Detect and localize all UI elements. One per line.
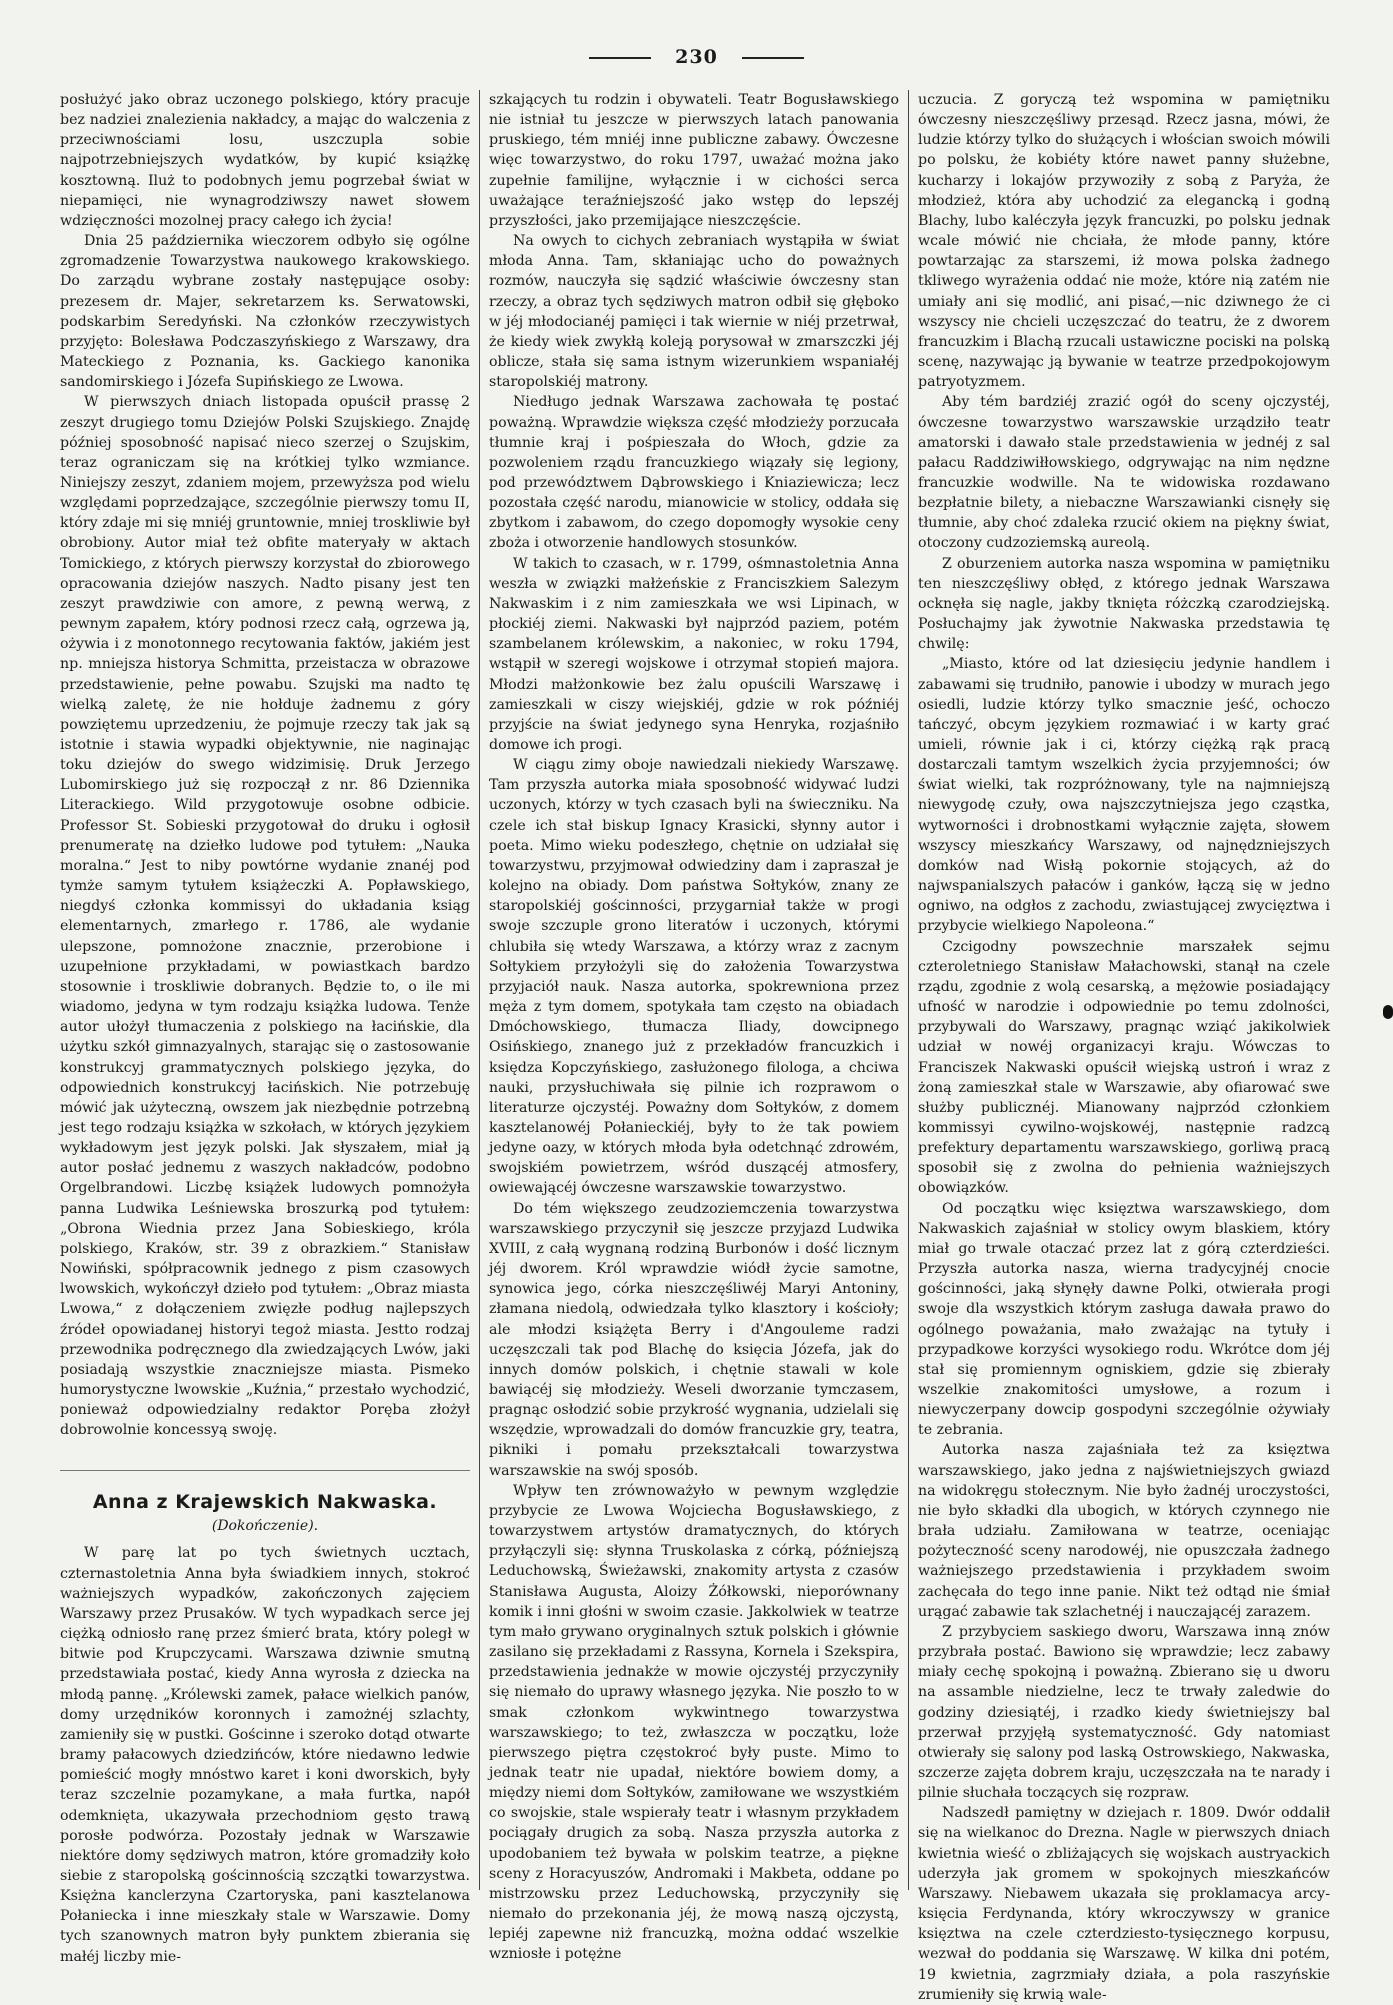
paragraph: Z przybyciem saskiego dworu, Warszawa inną znów przybrała postać. Bawiono się wprawdzie; lecz zabawy miały cechę spokojną i poważną. Zbierano się u dworu na assamble niedzielne, lecz te trwały zaledwie do godziny dziesiątéj, i rzadko kiedy świetniejszy bal przerwał przyjęłą systematyczność. Gdy natomiast otwierały się salony pod laską Ostrowskiego, Nakwaska, szczerze zajęta dobrem kraju, uczęszczała na te narady i pilnie słuchała toczących się rozpraw. (918, 1623, 1330, 1802)
paragraph: W takich to czasach, w r. 1799, ośmnastoletnia Anna weszła w związki małżeńskie z Franciszkiem Salezym Nakwaskim i z nim zamieszkała we wsi Lipinach, w płockiéj ziemi. Nakwaski był najprzód paziem, potém szambelanem królewskim, a nakoniec, w roku 1794, wstąpił w szeregi wojskowe i otrzymał stopień majora. Młodzi małżonkowie bez żalu opuścili Warszawę i zamieszkali w ciszy wiejskiéj, gdzie w rok późniéj przyjście na świat jedynego syna Henryka, rozjaśniło domowe ich progi. (489, 555, 899, 753)
column-1 (60, 90, 470, 1965)
article-subtitle: (Dokończenie). (211, 1518, 319, 1535)
paragraph: szkających tu rodzin i obywateli. Teatr Bogusławskiego nie istniał tu jeszcze w pierwszych latach panowania pruskiego, tém mniéj inne publiczne zabawy. Ówczesne więc towarzystwo, do roku 1797, uważać można jako zupełnie familijne, wyłącznie i w cichości serca uważające teraźniejszość jako wstęp do lepszéj przyszłości, jako przemijające nieszczęście. (489, 92, 899, 229)
section-divider (60, 1470, 470, 1471)
paragraph: Autorka nasza zajaśniała też za księztwa warszawskiego, jako jedna z najświetniejszych gwiazd na widokręgu stołecznym. Nie było żadnéj uroczystości, nie było składki dla ubogich, w których czynnego nie brała udziału. Zamiłowana w teatrze, oceniając pożyteczność sceny narodowéj, nie opuszczała żadnego ważniejszego przedstawienia i przykładem swoim zachęcała do tego inne panie. Nikt też odtąd nie śmiał urągać zabawie tak szlachetnéj i nauczającéj zarazem. (918, 1442, 1330, 1620)
column-divider (479, 90, 480, 1890)
paragraph: Niedługo jednak Warszawa zachowała tę postać poważną. Wprawdzie większa część młodzieży porzucała tłumnie kraj i pośpieszała do Włoch, gdzie za pozwoleniem rządu francuzkiego wiązały się legiony, pod przewództwem Dąbrowskiego i Kniaziewicza; lecz pozostała część narodu, mianowicie w stolicy, oddała się zbytkom i zabawom, do czego dopomogły wysokie ceny zboża i otworzenie handlowych stosunków. (489, 394, 899, 552)
paragraph: W pierwszych dniach listopada opuścił prassę 2 zeszyt drugiego tomu Dziejów Polski Szujskiego. Znajdę później sposobność napisać nieco szerzej o Szujskim, teraz ograniczam się na krótkiej tylko wzmiance. Niniejszy zeszyt, zdaniem mojem, przewyższa pod wielu względami poprzedzające, szczególnie pierwszy tomu II, który zdaje mi się mniéj gruntownie, mniej troskliwie był obrobiony. Autor miał też obfite materyały w aktach Tomickiego, z których pierwszy korzystał do zbiorowego opracowania dziejów naszych. Nadto pisany jest ten zeszyt prawdziwie con amore, z pewną werwą, z pewnym zapałem, który podnosi rzecz całą, ogrzewa ją, ożywia i z monotonnego recytowania faktów, jakiém jest np. mniejsza historya Schmitta, przeistacza w obrazowe przedstawienie, pełne powabu. Szujski ma nadto tę wielką zaletę, że nie hołduje żadnemu z góry powziętemu uprzedzeniu, że pojmuje rzeczy tak jak są istotnie i stawia wypadki objektywnie, nie naginając toku dziejów do swego widzimisię. Druk Jerzego Lubomirskiego już się rozpoczął z nr. 86 Dziennika Literackiego. Wild przygotowuje osobne odbicie. Professor St. Sobieski przygotował do druku i ogłosił prenumeratę na dziełko ludowe pod tytułem: „Nauka moralna.“ Jest to niby powtórne wydanie znanéj pod tymże samym tytułem książeczki A. Popławskiego, niegdyś członka kommissyi do układania ksiąg elementarnych, zmarłego r. 1786, ale wydanie ulepszone, pomnożone znacznie, przerobione i uzupełnione przykładami, w powiastkach bardzo stosownie i troskliwie dobranych. Będzie to, o ile mi wiadomo, jedyna w tym rodzaju książka ludowa. Tenże autor ułożył tłumaczenia z polskiego na łacińskie, dla użytku szkół gimnazyalnych, starając się o zastosowanie konstrukcyj grammatycznych polskiego języka, do odpowiednich konstrukcyj łacińskich. Nie potrzebuję mówić jak użyteczną, owszem jak niezbędnie potrzebną jest tego rodzaju książka w szkołach, w których językiem wykładowym jest język polski. Jak słyszałem, miał ją autor posłać jednemu z waszych nakładców, podobno Orgelbrandowi. Liczbę książek ludowych pomnożyła panna Ludwika Leśniewska broszurką pod tytułem: „Obrona Wiednia przez Jana Sobieskiego, króla polskiego, Kraków, str. 39 z obrazkiem.“ Stanisław Nowiński, spółpracownik jednego z pism czasowych lwowskich, wykończył dzieło pod tytułem: „Obraz miasta Lwowa,“ z dołączeniem zwięzłe podług najlepszych źródeł opowiadanej historyi tegoż miasta. Jestto rodzaj przewodnika podręcznego dla zwiedzających Lwów, jaki posiadają wszystkie znaczniejsze miasta. Pismeko humorystyczne lwowskie „Kuźnia,“ przestało wychodzić, ponieważ odpowiedzialny redaktor Poręba złożył dobrowolnie koncessyą swoję. (60, 394, 470, 1439)
binding-hole-mark (1383, 1005, 1393, 1019)
quotation: „Miasto, które od lat dziesięciu jedynie handlem i zabawami się trudniło, panowie i ubodzy w murach jego osiedli, ludzie którzy tylko smacznie jeść, ochoczo tańczyć, obcym językiem rozmawiać i w karty grać umieli, równie jak i ci, którzy ciężką rąk pracą dostarczali tamtym wszelkich życia przyjemności; ów świat wielki, tak rozpróżnowany, tyle na najmniejszą niewygodę czuły, owa najszczytniejsza jego cząstka, wytworności i drobnostkami wyłącznie zajęta, słowem wszyscy mieszkańcy Warszawy, od najnędzniejszych domków nad Wisłą pokornie stojących, aż do najwspanialszych pałaców i ganków, łączą się w jedno ogniwo, na odgłos z zachodu, zwiastującej zwycięztwa i przybycie wielkiego Napoleona.“ (918, 656, 1330, 935)
column-divider (908, 90, 909, 1890)
paragraph: Na owych to cichych zebraniach wystąpiła w świat młoda Anna. Tam, skłaniając ucho do poważnych rozmów, nauczyła się sądzić właściwie ówczesny stan rzeczy, a obraz tych sędziwych matron odbił się głęboko w jéj młodocianéj pamięci i tak wiernie w niéj przetrwał, że kiedy wiek zwykłą koleją porysował w zmarszczki jéj oblicze, stała się sama istnym wizerunkiem wspaniałéj staropolskiéj matrony. (489, 233, 899, 391)
paragraph: W parę lat po tych świetnych ucztach, czternastoletnia Anna była świadkiem innych, stokroć ważniejszych wypadków, zakończonych zajęciem Warszawy przez Prusaków. W tych wypadkach serce jej ciężką odniosło ranę przez śmierć brata, który poległ w bitwie pod Krupczycami. Warszawa dziwnie smutną przedstawiała postać, kiedy Anna wyrosła z dziecka na młodą pannę. „Królewski zamek, pałace wielkich panów, domy urzędników koronnych i zamożnéj szlachty, zamieniły się w pustki. Gościnne i szeroko dotąd otwarte bramy pałacowych dziedzińców, które niedawno ledwie pomieścić mogły mnóstwo karet i koni dworskich, były teraz szczelnie pozamykane, a mała furtka, napół odemknięta, ukazywała przechodniom gęsto trawą porosłe podwórza. Pozostały jednak w Warszawie niektóre domy sędziwych matron, które gromadziły koło siebie z staropolską gościnnością szczątki towarzystwa. Księżna kanclerzyna Czartoryska, pani kasztelanowa Połaniecka i inne mieszkały stale w Warszawie. Domy tych szanownych matron były punktem zbierania się małéj liczby mie- (60, 1545, 470, 1965)
paragraph: posłużyć jako obraz uczonego polskiego, który pracuje bez nadziei znalezienia nakładcy, a mając do walczenia z przeciwnościami losu, uszczupla sobie najpotrzebniejszych wydatków, by kupić książkę kosztowną. Iluż to podobnych jemu pogrzebał świat w niepamięci, nie wynagrodziwszy nawet słowem wdzięczności mozolnej pracy całego ich życia! (60, 92, 470, 229)
article-title: Anna z Krajewskich Nakwaska. (92, 1491, 438, 1514)
paragraph: Nadszedł pamiętny w dziejach r. 1809. Dwór oddalił się na wielkanoc do Drezna. Nagle w pierwszych dniach kwietnia wieść o zbliżających się wojskach austryackich uderzyła jak gromem w spokojnych mieszkańców Warszawy. Niebawem ukazała się proklamacya arcy-księcia Ferdynanda, który wkroczywszy w granice księztwa na czele czterdziesto-tysięcznego korpusu, wezwał do poddania się Warszawę. W kilka dni potém, 19 kwietnia, zagrzmiały działa, a pola raszyńskie zrumieniły się krwią wale- (918, 1805, 1330, 2003)
paragraph: Dnia 25 października wieczorem odbyło się ogólne zgromadzenie Towarzystwa naukowego krakowskiego. Do zarządu wybrane zostały następujące osoby: prezesem dr. Majer, sekretarzem ks. Serwatowski, podskarbim Seredyński. Na członków rzeczywistych przyjęto: Bolesława Podczaszyńskiego z Warszawy, dra Mateckiego z Poznania, ks. Gackiego kanonika sandomirskiego i Józefa Supińskiego ze Lwowa. (60, 233, 470, 391)
page-number: 230 (0, 46, 1393, 68)
paragraph: Wpływ ten zrównoważyło w pewnym względzie przybycie ze Lwowa Wojciecha Bogusławskiego, z towarzystwem artystów dramatycznych, do których przyłączyli się: słynna Truskolaska z córką, późniejszą Leduchowską, Świeżawski, znakomity artysta z czasów Stanisława Augusta, Aloizy Żółkowski, nieporównany komik i inni głośni w swoim czasie. Jakkolwiek w teatrze tym mało grywano oryginalnych sztuk polskich i głównie zasilano się przekładami z Rassyna, Kornela i Szekspira, przedstawienia jednakże w mowie ojczystéj przyczyniły się niemało do uprawy własnego języka. Nie poszło to w smak członkom wykwintnego towarzystwa warszawskiego; to też, zwłaszcza w początku, loże pierwszego piętra częstokroć były puste. Mimo to jednak teatr nie upadał, niektóre bowiem domy, a między niemi dom Sołtyków, zamiłowane we wszystkiém co swojskie, stale wspierały teatr i własnym przykładem pociągały drugich za sobą. Nasza przyszła autorka z upodobaniem też bywała w polskim teatrze, a piękne sceny z Horacyuszów, Andromaki i Makbeta, oddane po mistrzowsku przez Leduchowską, przyczyniły się niemało do przekonania jéj, że mową naszą ojczystą, lepiéj zapewne niż francuzką, można oddać wszelkie wzniosłe i potężne (489, 1482, 899, 1963)
paragraph: Od początku więc księztwa warszawskiego, dom Nakwaskich zajaśniał w stolicy owym blaskiem, który miał go trwale otaczać przez lat z górą czterdzieści. Przyszła autorka nasza, wierna tradycyjnéj cnocie gościnności, jaką słynęły dawne Polki, otwierała progi swoje dla wszystkich którym zasługa dawała prawo do ogólnego poważania, mało zważając na tytuły i przypadkowe korzyści wysokiego rodu. Wkrótce dom jéj stał się promiennym ogniskiem, gdzie się zbierały wszelkie znakomitości umysłowe, a rozum i niewyczerpany dowcip gospodyni szczególnie ożywiały te zebrania. (918, 1200, 1330, 1439)
paragraph: Do tém większego zeudzoziemczenia towarzystwa warszawskiego przyczynił się jeszcze przyjazd Ludwika XVIII, z całą wygnaną rodziną Burbonów i dość licznym jéj dworem. Król wprawdzie wiódł życie samotne, synowica jego, córka nieszczęśliwéj Maryi Antoniny, złamana niedolą, odwiedzała tylko klasztory i kościoły; ale młodzi książęta Berry i d'Angouleme radzi uczęszczali tak pod Blachę do księcia Józefa, jak do innych domów polskich, i chętnie stawali w kole bawiącéj się młodzieży. Weseli dworzanie tymczasem, pragnąc osłodzić sobie przykrość wygnania, udzielali się wszędzie, wprowadzali do domów francuzkie gry, teatra, pikniki i pomału przekształcali towarzystwa warszawskie na swój sposób. (489, 1200, 899, 1479)
paragraph: W ciągu zimy oboje nawiedzali niekiedy Warszawę. Tam przyszła autorka miała sposobność widywać ludzi uczonych, którzy w tych czasach byli na świeczniku. Na czele ich stał biskup Ignacy Krasicki, słynny autor i poeta. Mimo wieku podeszłego, chętnie on udziałał się towarzystwu, przyjmował odwiedziny dam i zapraszał je kolejno na obiady. Dom państwa Sołtyków, znany ze staropolskiéj gościnności, przygarniał także w progi swoje szczuple grono literatów i uczonych, którymi chlubiła się wtedy Warszawa, a którzy wraz z zacnym Sołtykiem przyłożyli się do założenia Towarzystwa przyjaciół nauk. Nasza autorka, spokrewniona przez męża z tym domem, spotykała tam często na obiadach Dmóchowskiego, tłumacza Iliady, dowcipnego Osińskiego, znanego już z przekładów francuzkich i księdza Kopczyńskiego, zasłużonego filologa, a chciwa nauki, przysłuchiwała się pilnie ich rozprawom o literaturze ojczystéj. Poważny dom Sołtyków, z domem kasztelanowéj Połanieckiéj, były to że tak powiem jedyne oazy, w których młoda była odetchnąć zdrowém, swojskiém powietrzem, wśród duszącéj atmosfery, owiewającéj ówczesne warszawskie towarzystwo. (489, 757, 899, 1197)
column-2 (489, 90, 899, 1963)
paragraph: Czcigodny powszechnie marszałek sejmu czteroletniego Stanisław Małachowski, stanął na czele rządu, zgodnie z wolą cesarską, a mężowie posiadający ufność w narodzie i odpowiednie po temu zdolności, przybywali do Warszawy, pragnąc wziąć jakikolwiek udział w nowéj organizacyi kraju. Wówczas to Franciszek Nakwaski opuścił wiejską ustroń i wraz z żoną zamieszkał stale w Warszawie, aby ofiarować swe służby publicznéj. Mianowany najprzód członkiem kommissyi cywilno-wojskowéj, następnie radzcą prefektury departamentu warszawskiego, gorliwą pracą sposobił się z zwolna do pełnienia ważniejszych obowiązków. (918, 938, 1330, 1197)
paragraph: Z oburzeniem autorka nasza wspomina w pamiętniku ten nieszczęśliwy obłęd, z którego jednak Warszawa ocknęła się nagle, jakby tknięta różczką czarodziejską. Posłuchajmy jak żywotnie Nakwaska przedstawia tę chwilę: (918, 555, 1330, 653)
column-3 (918, 90, 1330, 2003)
paragraph: uczucia. Z goryczą też wspomina w pamiętniku ówczesny nieszczęśliwy przesąd. Rzecz jasna, mówi, że ludzie którzy tylko do służących i włościan swoich mówili po polsku, że kobiéty które nawet panny służebne, kucharzy i lokajów przywoziły z sobą z Paryża, że młodzież, która aby uchodzić za elegancką i godną Blachy, lubo kaléczyła język francuzki, po polsku jednak wcale mówić nie chciała, że młode panny, które powtarzając za starszemi, iż mowa polska żadnego tkliwego wyrażenia oddać nie może, które nią zatém nie umiały ani się modlić, ani pisać,—nic dziwnego że ci wszyscy nie chcieli uczęszczać do teatru, że z dworem francuzkim i Blachą rzucali ustawiczne pociski na polską scenę, nazywając ją bywanie w teatrze przedpokojowym patryotyzmem. (918, 92, 1330, 391)
paragraph: Aby tém bardziéj zrazić ogół do sceny ojczystéj, ówczesne towarzystwo warszawskie urządziło teatr amatorski i dawało stale przedstawienia w jednéj z sal pałacu Raddziwiłłowskiego, odgrywając na nim nędzne francuzkie wodwille. Na te widowiska rozdawano bezpłatnie bilety, a niebaczne Warszawianki cisnęły się tłumnie, aby choć zdaleka rzucić okiem na piękny świat, otoczony cudzoziemską aureolą. (918, 394, 1330, 552)
